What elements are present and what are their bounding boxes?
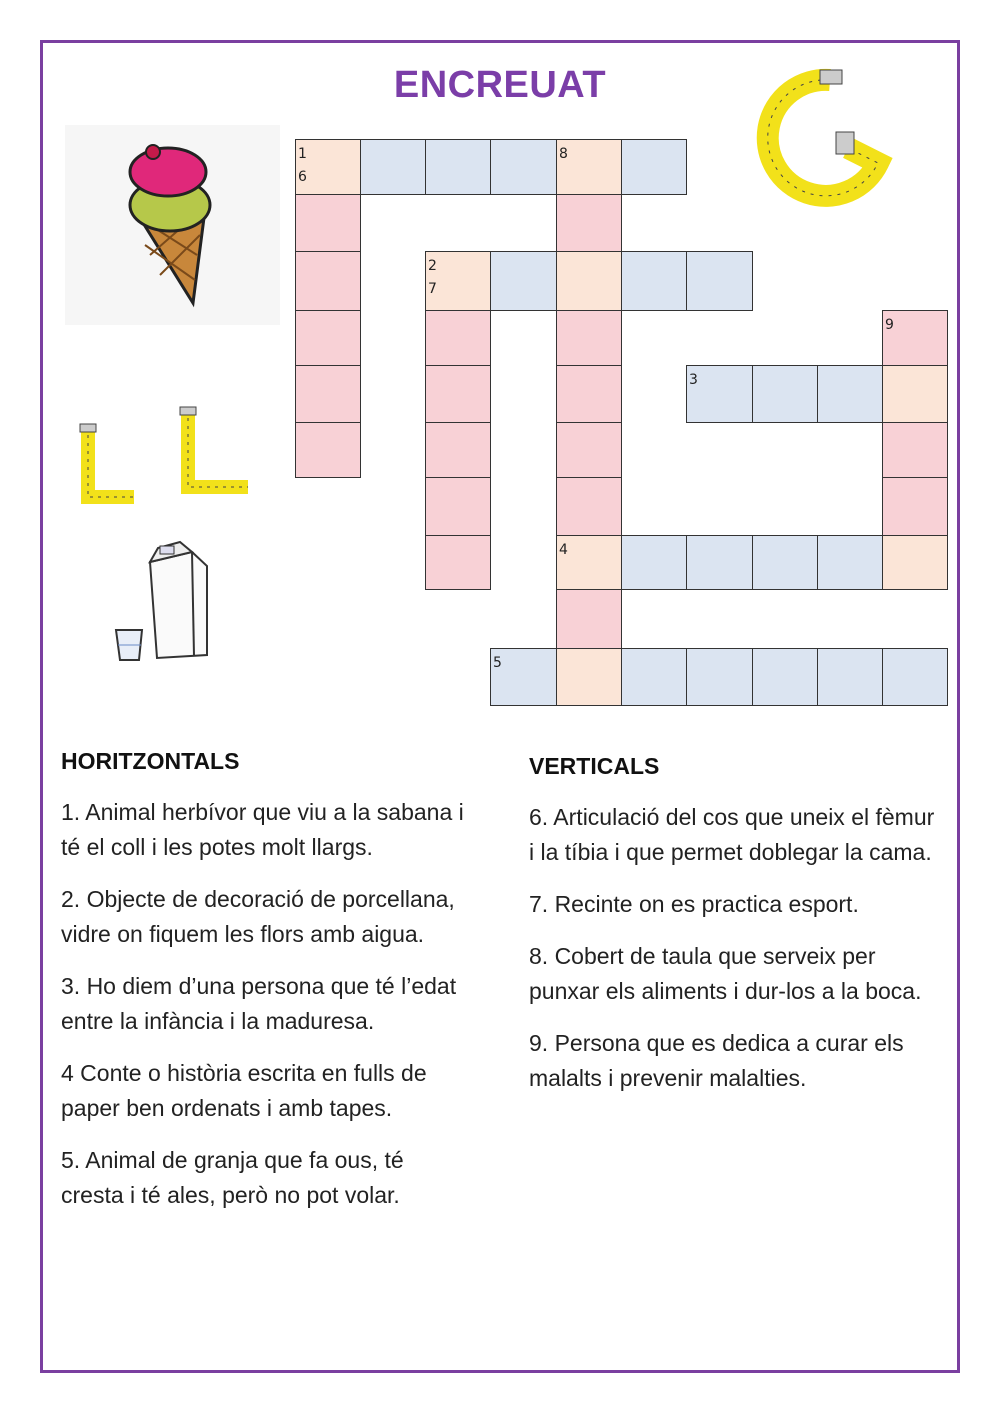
crossword-cell[interactable] [686,535,753,590]
crossword-cell[interactable] [752,365,818,423]
clue-number-3: 3 [689,372,698,388]
tape-measure-l-image [72,422,142,512]
clue-item: 8. Cobert de taula que serveix per punxar els aliments i dur-los a la boca. [529,943,922,1004]
crossword-cell[interactable] [425,251,491,311]
milk-carton-image [112,540,212,668]
horizontal-clues [61,748,471,1230]
clue-number-2: 2 [428,258,437,274]
crossword-cell[interactable] [556,310,622,366]
clue-number-5: 5 [493,655,502,671]
clue-item: 7. Recinte on es practica esport. [529,891,859,917]
crossword-cell[interactable] [295,251,361,311]
crossword-cell[interactable] [621,535,687,590]
clue-item: 1. Animal herbívor que viu a la sabana i té el coll i les potes molt llargs. [61,799,464,860]
crossword-cell[interactable] [621,139,687,195]
crossword-cell[interactable] [556,365,622,423]
crossword-cell[interactable] [295,365,361,423]
crossword-cell[interactable] [425,365,491,423]
clue-item: 9. Persona que es dedica a curar els malalts i prevenir malalties. [529,1030,904,1091]
crossword-cell[interactable] [295,139,361,195]
clue-item: 6. Articulació del cos que uneix el fèmur i la tíbia i que permet doblegar la cama. [529,804,935,865]
crossword-cell[interactable] [882,535,948,590]
vertical-clues-heading: VERTICALS [529,753,660,779]
clue-item: 4 Conte o història escrita en fulls de paper ben ordenats i amb tapes. [61,1060,427,1121]
crossword-cell[interactable] [556,139,622,195]
crossword-cell[interactable] [295,422,361,478]
tape-measure-g-image [750,68,900,218]
crossword-cell[interactable] [817,365,883,423]
crossword-cell[interactable] [752,535,818,590]
crossword-cell[interactable] [556,194,622,252]
page-title: ENCREUAT [393,64,607,106]
crossword-cell[interactable] [817,648,883,706]
crossword-cell[interactable] [686,251,753,311]
crossword-cell[interactable] [621,251,687,311]
crossword-cell[interactable] [425,310,491,366]
clue-number-7: 7 [428,281,437,297]
crossword-cell[interactable] [686,648,753,706]
crossword-cell[interactable] [425,422,491,478]
crossword-cell[interactable] [621,648,687,706]
crossword-cell[interactable] [752,648,818,706]
clue-number-8: 8 [559,146,568,162]
clue-number-9: 9 [885,317,894,333]
clue-item: 5. Animal de granja que fa ous, té cresta i té ales, però no pot volar. [61,1147,404,1208]
crossword-cell[interactable] [295,194,361,252]
crossword-cell[interactable] [556,589,622,649]
ice-cream-cone-image [65,125,280,325]
clue-item: 3. Ho diem d’una persona que té l’edat entre la infància i la maduresa. [61,973,457,1034]
tape-measure-l-image [172,405,257,505]
clue-number-6: 6 [298,169,307,185]
crossword-cell[interactable] [556,422,622,478]
clue-number-4: 4 [559,542,568,558]
clue-number-1: 1 [298,146,307,162]
crossword-cell[interactable] [490,251,557,311]
crossword-cell[interactable] [882,365,948,423]
crossword-cell[interactable] [882,310,948,366]
crossword-cell[interactable] [360,139,426,195]
crossword-cell[interactable] [882,648,948,706]
crossword-cell[interactable] [490,648,557,706]
vertical-clues [529,753,939,1113]
crossword-cell[interactable] [556,648,622,706]
crossword-cell[interactable] [556,477,622,536]
horizontal-clues-heading: HORITZONTALS [61,748,240,774]
crossword-cell[interactable] [817,535,883,590]
crossword-cell[interactable] [556,251,622,311]
clue-item: 2. Objecte de decoració de porcellana, vidre on fiquem les flors amb aigua. [61,886,455,947]
crossword-cell[interactable] [556,535,622,590]
crossword-cell[interactable] [425,139,491,195]
crossword-cell[interactable] [882,477,948,536]
crossword-cell[interactable] [425,477,491,536]
crossword-cell[interactable] [686,365,753,423]
crossword-cell[interactable] [490,139,557,195]
crossword-cell[interactable] [882,422,948,478]
crossword-cell[interactable] [425,535,491,590]
crossword-cell[interactable] [295,310,361,366]
